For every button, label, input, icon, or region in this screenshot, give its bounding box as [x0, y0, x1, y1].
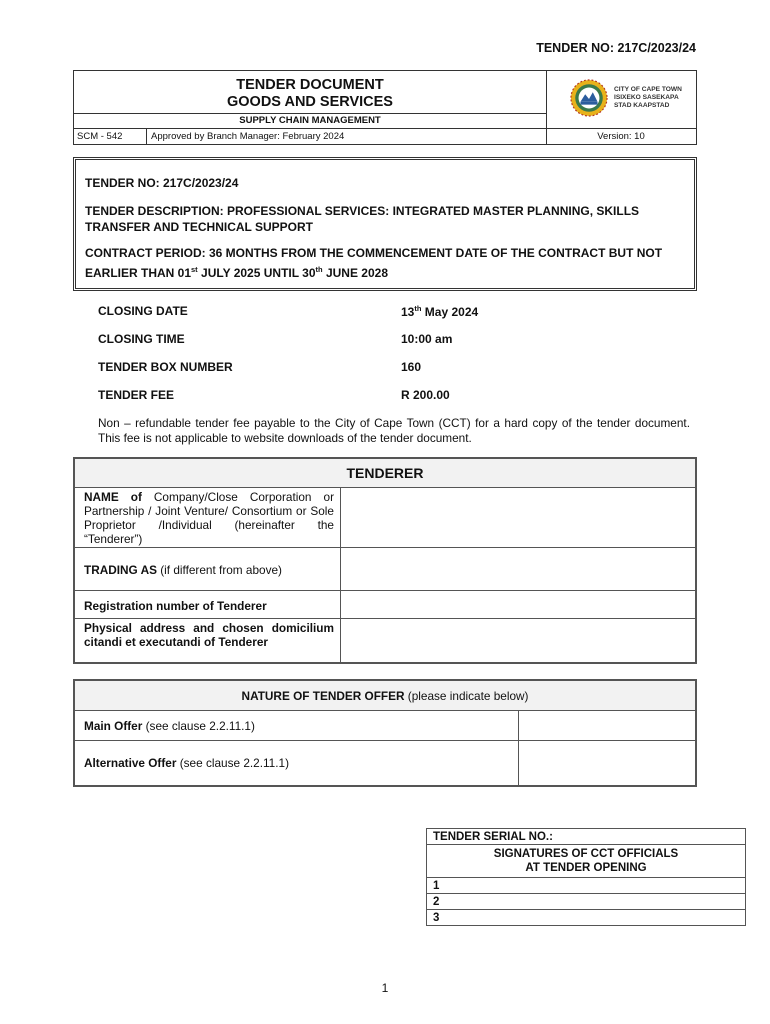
tender-fee-label: TENDER FEE — [98, 388, 175, 402]
tender-box-label: TENDER BOX NUMBER — [98, 360, 233, 374]
closing-date-label: CLOSING DATE — [98, 304, 188, 318]
tender-description-box — [73, 157, 697, 291]
fee-note: Non – refundable tender fee payable to the City of Cape Town (CCT) for a hard copy of the tender document. This fee is not applicable to website downloads of the tender document. — [98, 416, 690, 445]
trading-as-label: TRADING AS (if different from above) — [74, 548, 341, 591]
title-line-2: GOODS AND SERVICES — [227, 94, 393, 110]
signature-row-3[interactable]: 3 — [427, 910, 746, 926]
tender-serial-table — [426, 828, 746, 926]
signature-row-2[interactable]: 2 — [427, 894, 746, 910]
version-label: Version: 10 — [597, 131, 645, 142]
signature-row-1[interactable]: 1 — [427, 878, 746, 894]
logo-text — [614, 86, 682, 110]
closing-date-value: 13th May 2024 — [401, 304, 479, 319]
page-number: 1 — [381, 981, 389, 995]
logo-text-line-3: STAD KAAPSTAD — [614, 102, 670, 109]
nature-of-offer-heading: NATURE OF TENDER OFFER (please indicate below) — [74, 680, 696, 711]
physical-address-field[interactable] — [341, 619, 697, 663]
signatures-heading-line-1: SIGNATURES OF CCT OFFICIALS — [493, 848, 679, 860]
approval-note: Approved by Branch Manager: February 2024 — [151, 131, 345, 142]
nature-of-offer-table — [73, 679, 697, 787]
tender-fee-value: R 200.00 — [401, 388, 450, 402]
tender-description: TENDER DESCRIPTION: PROFESSIONAL SERVICES: INTEGRATED MASTER PLANNING, SKILLS TRANSFER AND TECHNICAL SUPPORT — [85, 204, 640, 234]
description-tender-number: TENDER NO: 217C/2023/24 — [85, 176, 239, 190]
document-title — [74, 77, 546, 111]
title-line-1: TENDER DOCUMENT — [236, 77, 384, 93]
tenderer-name-label: NAME of Company/Close Corporation or Partnership / Joint Venture/ Consortium or Sole Proprietor /Individual (hereinafter the “Tenderer”) — [74, 488, 341, 548]
tenderer-name-field[interactable] — [341, 488, 697, 548]
tender-number-top: TENDER NO: 217C/2023/24 — [536, 41, 696, 55]
city-of-cape-town-logo — [570, 79, 608, 117]
contract-period: CONTRACT PERIOD: 36 MONTHS FROM THE COMMENCEMENT DATE OF THE CONTRACT BUT NOT EARLIER THAN 01st JULY 2025 UNTIL 30th JUNE 2028 — [85, 246, 663, 280]
signatures-heading-line-2: AT TENDER OPENING — [525, 862, 647, 874]
closing-time-label: CLOSING TIME — [98, 332, 185, 346]
registration-number-label: Registration number of Tenderer — [74, 591, 341, 619]
document-code: SCM - 542 — [77, 131, 123, 142]
tenderer-table — [73, 457, 697, 664]
tender-box-value: 160 — [401, 360, 422, 374]
alternative-offer-label: Alternative Offer (see clause 2.2.11.1) — [74, 741, 519, 786]
signatures-heading — [427, 845, 746, 878]
alternative-offer-field[interactable] — [519, 741, 697, 786]
divider — [146, 128, 147, 144]
department-label: SUPPLY CHAIN MANAGEMENT — [239, 115, 381, 126]
logo-text-line-2: ISIXEKO SASEKAPA — [614, 94, 679, 101]
logo-text-line-1: CITY OF CAPE TOWN — [614, 86, 682, 93]
main-offer-field[interactable] — [519, 711, 697, 741]
trading-as-field[interactable] — [341, 548, 697, 591]
physical-address-label: Physical address and chosen domicilium citandi et executandi of Tenderer — [74, 619, 341, 663]
document-header — [73, 70, 697, 145]
tender-serial-label: TENDER SERIAL NO.: — [427, 829, 746, 845]
main-offer-label: Main Offer (see clause 2.2.11.1) — [74, 711, 519, 741]
registration-number-field[interactable] — [341, 591, 697, 619]
divider — [74, 113, 546, 114]
tenderer-heading: TENDERER — [74, 458, 696, 488]
divider — [74, 128, 696, 129]
closing-time-value: 10:00 am — [401, 332, 453, 346]
